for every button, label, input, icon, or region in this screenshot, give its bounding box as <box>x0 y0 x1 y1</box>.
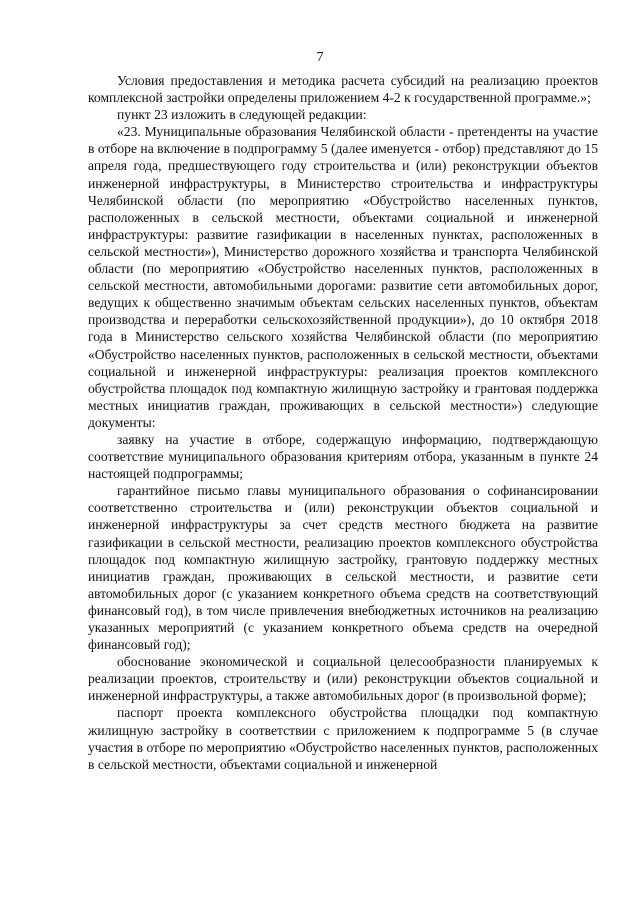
paragraph-amend-point-23: пункт 23 изложить в следующей редакции: <box>117 107 367 123</box>
document-body <box>88 72 598 773</box>
page-number: 7 <box>316 50 324 65</box>
paragraph-point-23: «23. Муниципальные образования Челябинской области - претенденты на участие в отборе на включение в подпрограмму 5 (далее именуется - отбор) представляют до 15 апреля года, предшествующего году строительства и (или) реконструкции объектов инженерной инфраструктуры, в Министерство строительства и инфраструктуры Челябинской области (по мероприятию «Обустройство населенных пунктов, расположенных в сельской местности, объектами социальной и инженерной инфраструктуры: развитие газификации в населенных пунктах, расположенных в сельской местности»), Министерство дорожного хозяйства и транспорта Челябинской области (по мероприятию «Обустройство населенных пунктов, расположенных в сельской местности, автомобильными дорогами: развитие сети автомобильных дорог, ведущих к общественно значимым объектам сельских населенных пунктов, объектам производства и переработки сельскохозяйственной продукции»), до 10 октября 2018 года в Министерство сельского хозяйства Челябинской области (по мероприятию «Обустройство населенных пунктов, расположенных в сельской местности, объектами социальной и инженерной инфраструктуры: реализация проектов комплексного обустройства площадок под компактную жилищную застройку и грантовая поддержка местных инициатив граждан, проживающих в сельской местности») следующие документы: <box>88 124 598 430</box>
paragraph-project-passport: паспорт проекта комплексного обустройства площадки под компактную жилищную застройку в соответствии с приложением к подпрограмме 5 (в случае участия в отборе по мероприятию «Обустройство населенных пунктов, расположенных в сельской местности, объектами социальной и инженерной <box>88 705 598 772</box>
paragraph-application: заявку на участие в отборе, содержащую информацию, подтверждающую соответствие муниципального образования критериям отбора, указанным в пункте 24 настоящей подпрограммы; <box>88 431 598 482</box>
paragraph-guarantee-letter: гарантийное письмо главы муниципального образования о софинансировании соответственно строительства и (или) реконструкции объектов социальной и инженерной инфраструктуры за счет средств местного бюджета на развитие газификации в сельской местности, реализацию проектов комплексного обустройства площадок под компактную жилищную застройку, грантовую поддержку местных инициатив граждан, проживающих в сельской местности, и развитие сети автомобильных дорог (с указанием конкретного объема средств на соответствующий финансовый год), в том числе привлечения внебюджетных источников на реализацию указанных мероприятий (с указанием конкретного объема средств на очередной финансовый год); <box>88 483 598 653</box>
paragraph-subsidy-terms: Условия предоставления и методика расчета субсидий на реализацию проектов комплексной застройки определены приложением 4-2 к государственной программе.»; <box>88 73 598 106</box>
paragraph-justification: обоснование экономической и социальной целесообразности планируемых к реализации проектов, строительству и (или) реконструкции объектов социальной и инженерной инфраструктуры, а также автомобильных дорог (в произвольной форме); <box>88 654 598 704</box>
